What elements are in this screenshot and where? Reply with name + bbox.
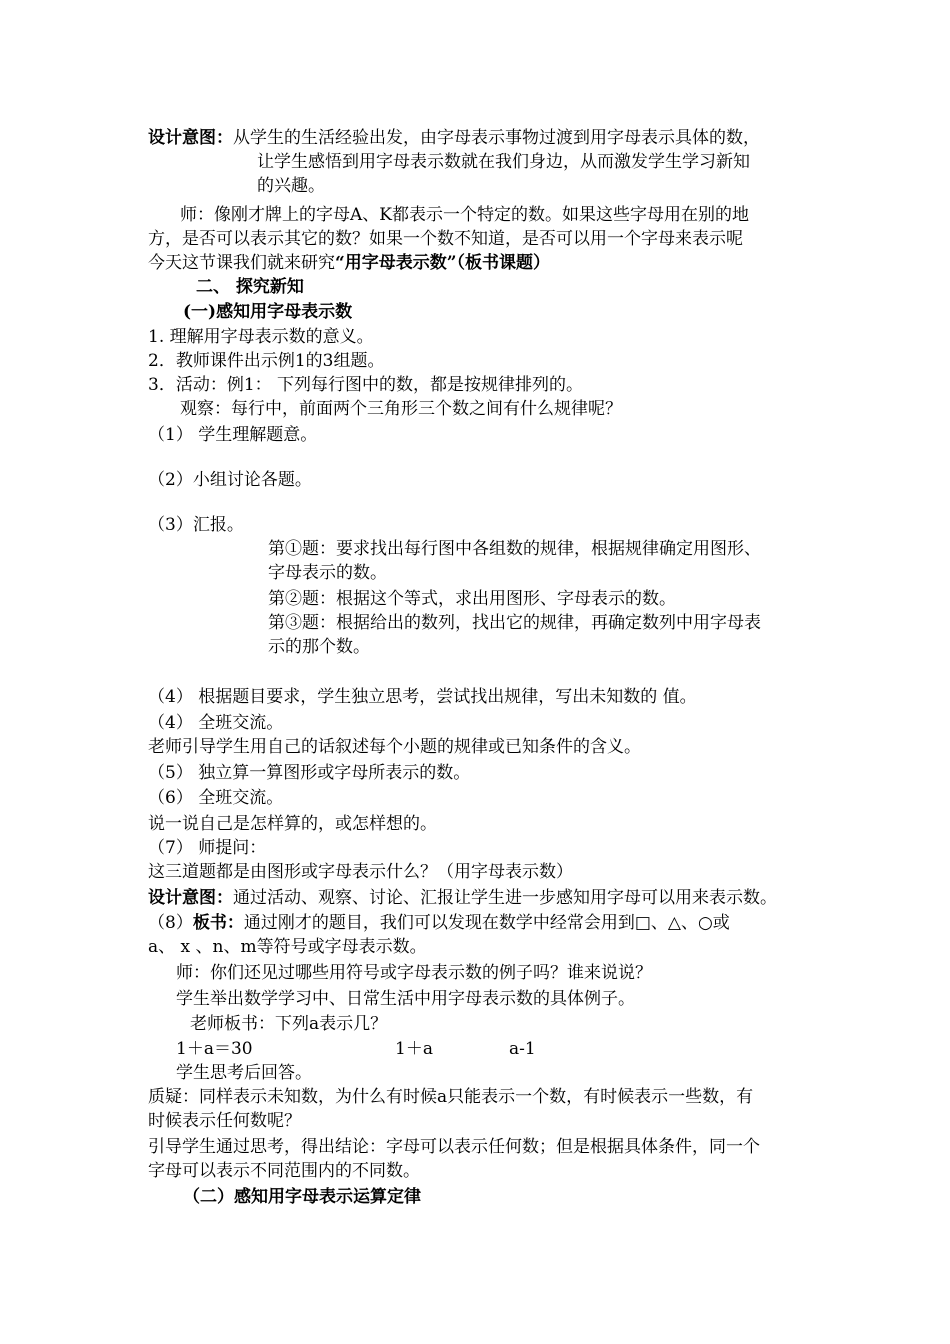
list-item-1: 1. 理解用字母表示数的意义。: [148, 327, 374, 347]
board-label: 板书：: [192, 913, 244, 933]
report-q3-line-2: 示的那个数。: [268, 637, 370, 657]
design-intent-2: [148, 886, 777, 910]
report-q2: 第②题：根据这个等式，求出用图形、字母表示的数。: [268, 589, 676, 609]
step-8-number: （8）: [148, 913, 193, 933]
step-5: （5） 独立算一算图形或字母所表示的数。: [148, 763, 471, 783]
step-6: （6） 全班交流。: [148, 788, 284, 808]
teacher-line-2: 方，是否可以表示其它的数？如果一个数不知道，是否可以用一个字母来表示呢: [148, 229, 743, 249]
conclusion-2: 字母可以表示不同范围内的不同数。: [148, 1161, 420, 1181]
report-q1-line-1: 第①题：要求找出每行图中各组数的规律，根据规律确定用图形、: [268, 539, 761, 559]
report-q3-line-1: 第③题：根据给出的数列，找出它的规律，再确定数列中用字母表: [268, 613, 761, 633]
report-q1-line-2: 字母表示的数。: [268, 563, 387, 583]
teacher-line-1: 师：像刚才牌上的字母A、K都表示一个特定的数。如果这些字母用在别的地: [180, 205, 749, 225]
step-7: （7） 师提问：: [148, 838, 267, 858]
teacher-board: 老师板书：下列a表示几？: [190, 1014, 388, 1034]
question-doubt-2: 时候表示任何数呢？: [148, 1111, 301, 1131]
step-3: （3）汇报。: [148, 515, 244, 535]
lesson-title: “用字母表示数”（板书课题）: [335, 253, 551, 273]
question-doubt-1: 质疑：同样表示未知数，为什么有时候a只能表示一个数，有时候表示一些数，有: [148, 1087, 754, 1107]
design-intent-line-3: 的兴趣。: [257, 176, 325, 196]
step-1: （1） 学生理解题意。: [148, 425, 318, 445]
question-line: 这三道题都是由图形或字母表示什么？（用字母表示数）: [148, 862, 573, 882]
expression-2: 1＋a: [395, 1039, 433, 1059]
subsection-heading-2: （二）感知用字母表示运算定律: [183, 1187, 421, 1207]
student-answer: 学生思考后回答。: [176, 1063, 312, 1083]
teacher-line-3-text: 今天这节课我们就来研究: [148, 253, 335, 273]
step-2: （2）小组讨论各题。: [148, 470, 312, 490]
teacher-ask: 师：你们还见过哪些用符号或字母表示数的例子吗？谁来说说？: [176, 963, 652, 983]
expression-1: 1＋a＝30: [176, 1039, 253, 1059]
list-item-3: 3．活动：例1： 下列每行图中的数，都是按规律排列的。: [148, 375, 584, 395]
teacher-guide: 老师引导学生用自己的话叙述每个小题的规律或已知条件的含义。: [148, 737, 641, 757]
design-intent-2-text: 通过活动、观察、讨论、汇报让学生进一步感知用字母可以用来表示数。: [233, 888, 777, 908]
design-intent-line-1: [148, 126, 760, 150]
step-8-text: 通过刚才的题目，我们可以发现在数学中经常会用到□、△、○或: [243, 913, 730, 933]
symbols-line: a、 x 、n、m等符号或字母表示数。: [148, 937, 427, 957]
teacher-line-3: [148, 251, 550, 275]
section-heading-2: 二、 探究新知: [196, 277, 304, 297]
list-item-2: 2．教师课件出示例1的3组题。: [148, 351, 385, 371]
expression-3: a-1: [509, 1039, 536, 1059]
design-intent-label: 设计意图：: [148, 128, 233, 148]
observe-line: 观察：每行中，前面两个三角形三个数之间有什么规律呢？: [180, 399, 622, 419]
conclusion-1: 引导学生通过思考，得出结论：字母可以表示任何数；但是根据具体条件，同一个: [148, 1137, 760, 1157]
step-4b: （4） 全班交流。: [148, 713, 284, 733]
student-examples: 学生举出数学学习中、日常生活中用字母表示数的具体例子。: [176, 989, 635, 1009]
design-intent-2-label: 设计意图：: [148, 888, 233, 908]
design-intent-text: 从学生的生活经验出发，由字母表示事物过渡到用字母表示具体的数，: [233, 128, 760, 148]
design-intent-line-2: 让学生感悟到用字母表示数就在我们身边，从而激发学生学习新知: [257, 152, 750, 172]
step-4: （4） 根据题目要求，学生独立思考，尝试找出规律，写出未知数的 值。: [148, 687, 697, 707]
subsection-heading-1: (一)感知用字母表示数: [183, 302, 353, 322]
explain-line: 说一说自己是怎样算的，或怎样想的。: [148, 814, 437, 834]
step-8: [148, 911, 730, 935]
